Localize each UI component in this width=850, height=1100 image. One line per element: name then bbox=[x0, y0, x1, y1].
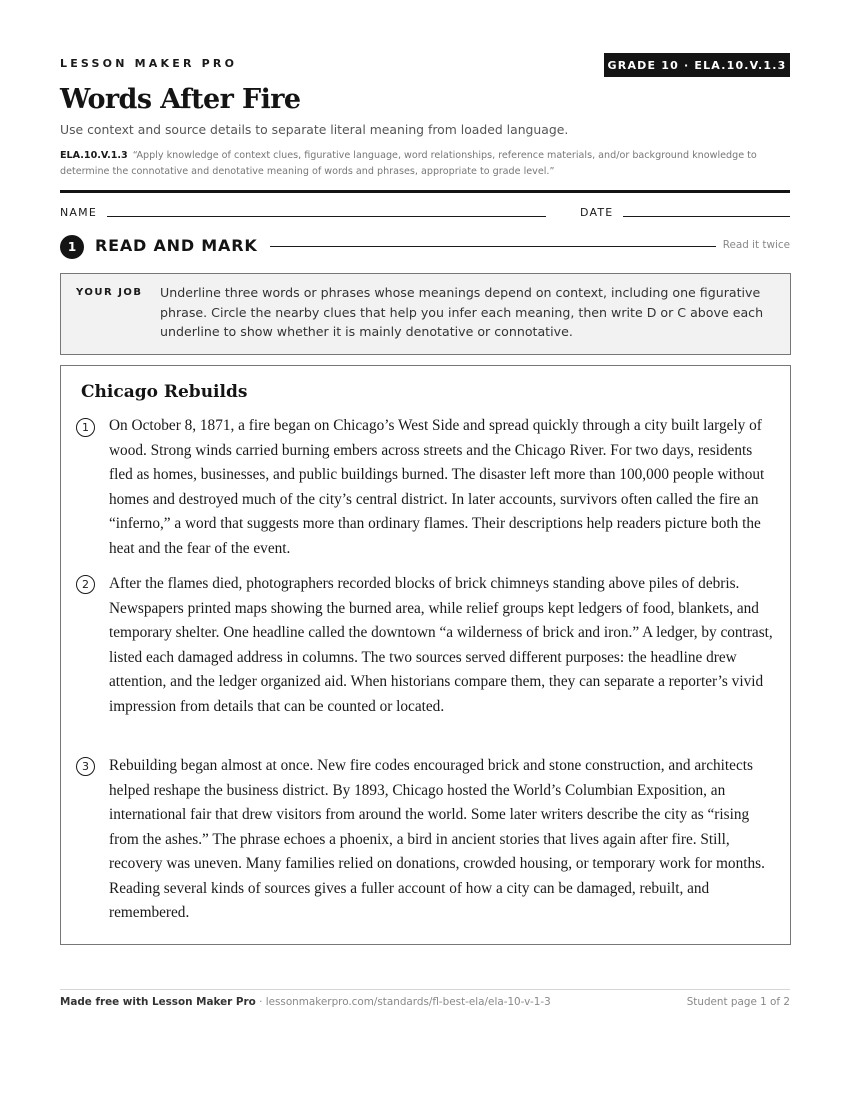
page-subtitle: Use context and source details to separate literal meaning from loaded language. bbox=[60, 122, 569, 137]
reading-passage bbox=[60, 365, 791, 945]
footer-url-link[interactable]: lessonmakerpro.com/standards/fl-best-ela/ela-10-v-1-3 bbox=[265, 996, 551, 1008]
instructions-box bbox=[60, 273, 791, 355]
brand-name: LESSON MAKER PRO bbox=[60, 57, 238, 70]
standard-code: ELA.10.V.1.3 bbox=[60, 150, 128, 161]
section-number-badge: 1 bbox=[60, 235, 84, 259]
footer-page-number: Student page 1 of 2 bbox=[686, 996, 790, 1008]
paragraph-number: 3 bbox=[76, 757, 95, 776]
instructions-text: Underline three words or phrases whose meanings depend on context, including one figurative phrase. Circle the nearby clues that help you infer each meaning, then write D or C above each underline to show whether it is mainly denotative or connotative. bbox=[160, 285, 764, 339]
grade-badge: GRADE 10 · ELA.10.V.1.3 bbox=[604, 53, 790, 77]
footer-separator: · bbox=[255, 996, 266, 1008]
footer-divider bbox=[60, 989, 790, 990]
paragraph-text: After the flames died, photographers recorded blocks of brick chimneys standing above piles of debris. Newspapers printed maps showing the burned area, while relief groups kept ledgers of food, blankets, and temporary shelter. One headline called the downtown “a wilderness of brick and iron.” A ledger, by contrast, listed each damaged address in columns. The two sources served different purposes: the headline drew attention, and the ledger organized aid. When historians compare them, they can separate a reporter’s vivid impression from details that can be counted or located. bbox=[109, 575, 773, 715]
footer-credit bbox=[60, 996, 551, 1008]
passage-title: Chicago Rebuilds bbox=[81, 382, 248, 402]
instructions-label: YOUR JOB bbox=[76, 287, 143, 298]
name-field[interactable] bbox=[107, 216, 546, 217]
paragraph-text: Rebuilding began almost at once. New fire codes encouraged brick and stone construction, and architects helped reshape the business district. By 1893, Chicago hosted the World’s Columbian Exposition, an international fair that drew visitors from around the world. Some later writers describe the city as “rising from the ashes.” The phrase echoes a phoenix, a bird in ancient stories that lives again after fire. Still, recovery was uneven. Many families relied on donations, crowded housing, or temporary work for months. Reading several kinds of sources gives a fuller account of how a city can be damaged, rebuilt, and remembered. bbox=[109, 757, 765, 921]
paragraph-number: 2 bbox=[76, 575, 95, 594]
header-divider bbox=[60, 190, 790, 193]
paragraph-text: On October 8, 1871, a fire began on Chicago’s West Side and spread quickly through a city built largely of wood. Strong winds carried burning embers across streets and the Chicago River. For two days, residents fled as homes, businesses, and public buildings burned. The disaster left more than 100,000 people without homes and destroyed much of the city’s central district. In later accounts, survivors often called the fire an “inferno,” a word that suggests more than ordinary flames. Their descriptions help readers picture both the heat and the fear of the event. bbox=[109, 417, 765, 557]
date-field[interactable] bbox=[623, 216, 790, 217]
section-divider bbox=[270, 246, 716, 247]
paragraph-number: 1 bbox=[76, 418, 95, 437]
section-title: READ AND MARK bbox=[95, 236, 258, 255]
page-title: Words After Fire bbox=[60, 84, 301, 115]
date-label: DATE bbox=[580, 206, 614, 219]
name-label: NAME bbox=[60, 206, 97, 219]
section-hint: Read it twice bbox=[722, 239, 790, 251]
standard-description bbox=[60, 148, 790, 179]
footer-made-with: Made free with Lesson Maker Pro bbox=[60, 996, 256, 1008]
standard-text: “Apply knowledge of context clues, figurative language, word relationships, reference materials, and/or background knowledge to determine the connotative and denotative meaning of words and phrases, appropriate to grade level.” bbox=[60, 150, 757, 177]
